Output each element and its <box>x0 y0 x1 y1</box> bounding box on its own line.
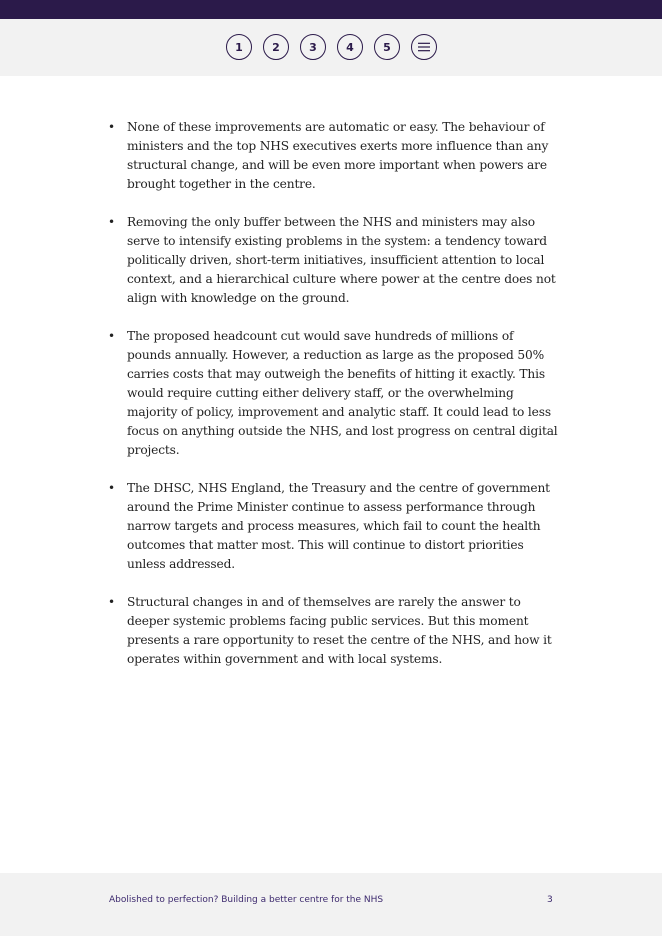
bullet-dot-icon: • <box>108 481 115 495</box>
main-content <box>108 118 558 688</box>
chapter-navigation <box>0 19 662 76</box>
list-item <box>108 479 558 574</box>
chapter-5-button[interactable]: 5 <box>374 34 400 60</box>
bullet-dot-icon: • <box>108 329 115 343</box>
menu-button[interactable] <box>411 34 437 60</box>
bullet-list <box>108 118 558 669</box>
bullet-text: Removing the only buffer between the NHS and ministers may also serve to intensify existing problems in the system: a tendency toward politically driven, short-term initiatives, insufficient attention to local context, and a hierarchical culture where power at the centre does not align with knowledge on the ground. <box>127 215 556 305</box>
bullet-dot-icon: • <box>108 595 115 609</box>
bullet-dot-icon: • <box>108 215 115 229</box>
bullet-text: The DHSC, NHS England, the Treasury and the centre of government around the Prime Minister continue to assess performance through narrow targets and process measures, which fail to count the health outcomes that matter most. This will continue to distort priorities unless addressed. <box>127 481 550 571</box>
chapter-buttons <box>226 34 437 60</box>
bullet-text: Structural changes in and of themselves are rarely the answer to deeper systemic problems facing public services. But this moment presents a rare opportunity to reset the centre of the NHS, and how it operates within government and with local systems. <box>127 595 552 666</box>
list-item <box>108 327 558 460</box>
bullet-text: None of these improvements are automatic or easy. The behaviour of ministers and the top NHS executives exerts more influence than any structural change, and will be even more important when powers are brought together in the centre. <box>127 120 549 191</box>
top-brand-bar <box>0 0 662 19</box>
bullet-dot-icon: • <box>108 120 115 134</box>
list-item <box>108 118 558 194</box>
hamburger-menu-icon <box>418 42 430 52</box>
chapter-4-button[interactable]: 4 <box>337 34 363 60</box>
chapter-1-button[interactable]: 1 <box>226 34 252 60</box>
page-number: 3 <box>547 895 553 905</box>
bullet-text: The proposed headcount cut would save hundreds of millions of pounds annually. However, a reduction as large as the proposed 50% carries costs that may outweigh the benefits of hitting it exactly. This would require cutting either delivery staff, or the overwhelming majority of policy, improvement and analytic staff. It could lead to less focus on anything outside the NHS, and lost progress on central digital projects. <box>127 329 558 457</box>
chapter-2-button[interactable]: 2 <box>263 34 289 60</box>
list-item <box>108 213 558 308</box>
page-footer <box>0 873 662 936</box>
chapter-3-button[interactable]: 3 <box>300 34 326 60</box>
footer-report-title: Abolished to perfection? Building a better centre for the NHS <box>109 895 384 905</box>
list-item <box>108 593 558 669</box>
